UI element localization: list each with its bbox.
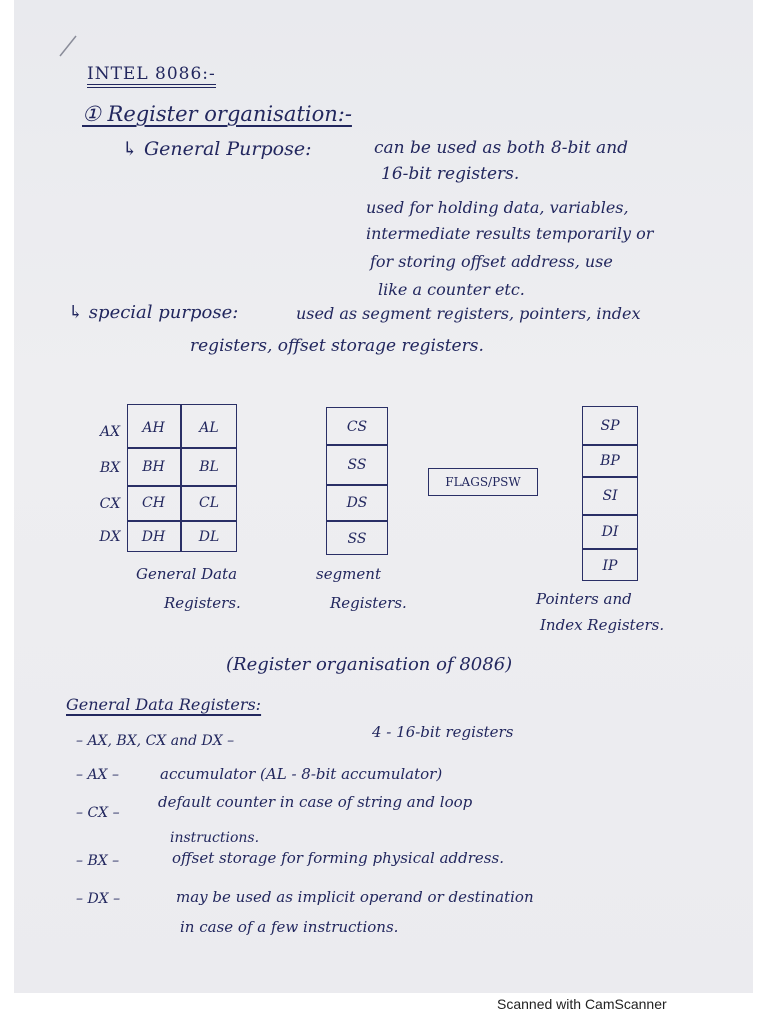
general-regs-caption-1: General Data <box>136 565 238 583</box>
gdr-text-5: may be used as implicit operand or destination <box>176 888 534 906</box>
cell-cl: CL <box>198 495 219 511</box>
camscanner-watermark: Scanned with CamScanner <box>497 996 667 1012</box>
special-purpose-label: ↳ special purpose: <box>68 302 239 323</box>
seg-cell-ss-2: SS <box>347 530 367 547</box>
segment-caption-1: segment <box>316 565 381 583</box>
cell-ch: CH <box>142 495 165 511</box>
gp-line-2: 16-bit registers. <box>381 164 520 184</box>
gp-line-3: used for holding data, variables, <box>366 198 629 217</box>
ptr-cell-ip: IP <box>602 557 618 574</box>
cell-dl: DL <box>198 528 220 545</box>
row-label-ax: AX <box>99 424 121 440</box>
gdr-key-2: – AX – <box>76 767 119 783</box>
page-title: INTEL 8086:- <box>87 66 216 88</box>
cell-bl: BL <box>199 458 219 475</box>
cell-bh: BH <box>142 458 165 475</box>
seg-cell-ds: DS <box>346 495 368 511</box>
cell-dh: DH <box>141 528 166 545</box>
ptr-cell-si: SI <box>602 488 618 504</box>
gdr-key-1: – AX, BX, CX and DX – <box>76 733 235 749</box>
pointer-caption-2: Index Registers. <box>540 616 665 634</box>
gp-line-5: for storing offset address, use <box>370 252 613 271</box>
general-regs-caption-2: Registers. <box>164 594 241 612</box>
gdr-key-4: – BX – <box>76 853 120 869</box>
row-label-dx: DX <box>99 529 121 545</box>
gdr-text-5b: in case of a few instructions. <box>180 918 399 936</box>
seg-cell-cs: CS <box>346 418 368 435</box>
seg-cell-ss: SS <box>347 457 367 473</box>
gdr-text-2: accumulator (AL - 8-bit accumulator) <box>160 765 443 783</box>
pen-mark-icon <box>58 30 88 60</box>
cell-ah: AH <box>142 419 165 436</box>
gdr-text-4: offset storage for forming physical address. <box>172 849 504 867</box>
gdr-key-3: – CX – <box>76 805 120 821</box>
segment-caption-2: Registers. <box>330 594 407 612</box>
diagram-caption: (Register organisation of 8086) <box>226 654 513 675</box>
gdr-text-3: default counter in case of string and loop <box>158 793 473 811</box>
ptr-cell-di: DI <box>601 524 619 540</box>
gp-line-1: can be used as both 8-bit and <box>374 138 629 158</box>
gp-line-4: intermediate results temporarily or <box>366 224 654 243</box>
row-label-cx: CX <box>99 496 121 512</box>
cell-al: AL <box>199 419 219 436</box>
gdr-text-3b: instructions. <box>170 830 260 846</box>
sp-line-2: registers, offset storage registers. <box>190 336 484 356</box>
row-label-bx: BX <box>99 460 121 476</box>
gdr-key-5: – DX – <box>76 891 121 907</box>
sp-line-1: used as segment registers, pointers, index <box>296 304 641 323</box>
general-purpose-label: ↳ General Purpose: <box>122 138 312 160</box>
ptr-cell-sp: SP <box>600 418 620 434</box>
flags-label: FLAGS/PSW <box>445 475 521 489</box>
gdr-heading: General Data Registers: <box>66 695 262 714</box>
pointer-caption-1: Pointers and <box>536 590 632 608</box>
gp-line-6: like a counter etc. <box>378 280 525 299</box>
ptr-cell-bp: BP <box>600 453 620 469</box>
section-heading: ① Register organisation:- <box>82 102 352 126</box>
gdr-text-1: 4 - 16-bit registers <box>372 723 514 741</box>
